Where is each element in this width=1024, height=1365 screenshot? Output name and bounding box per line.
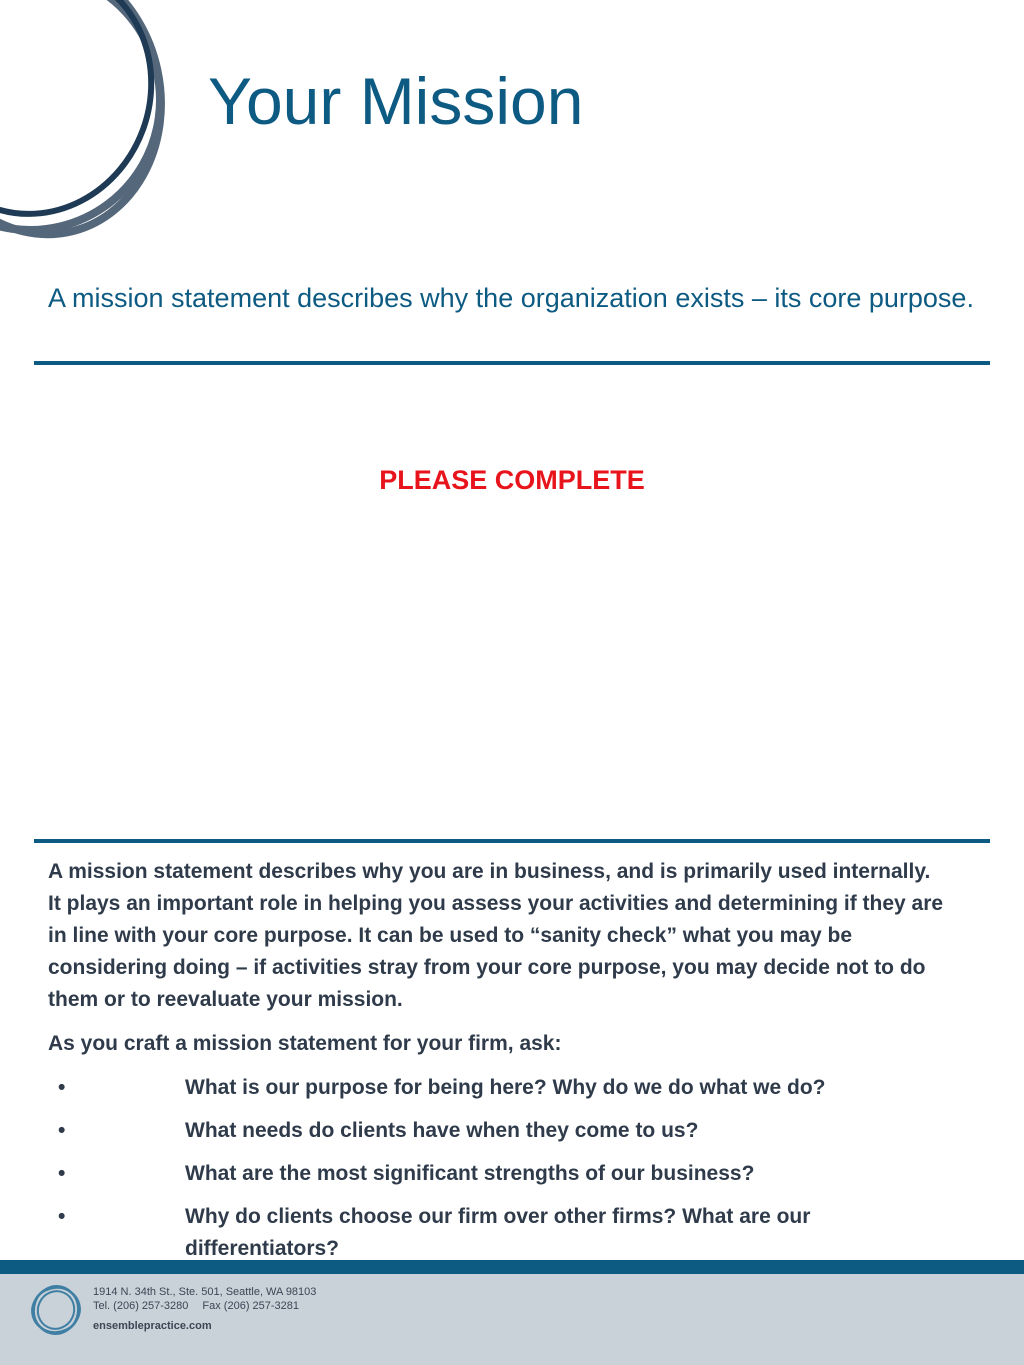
question-text: What are the most significant strengths of our business? <box>185 1162 755 1185</box>
bullet-icon: • <box>58 1076 66 1099</box>
rings-logo-icon <box>0 0 180 250</box>
mission-description: A mission statement describes why you are in business, and is primarily used internally. It plays an important role in helping you assess your activities and determining if they are in line with your core purpose. It can be used to “sanity check” what you may be considering doing – if activities stray from your core purpose, you may decide not to do them or to reevaluate your mission. <box>48 860 944 1011</box>
list-item <box>48 1158 948 1190</box>
please-complete-notice: PLEASE COMPLETE <box>379 465 645 495</box>
telephone: Tel. (206) 257-3280 <box>93 1300 189 1312</box>
website-link[interactable]: ensemblepractice.com <box>93 1320 212 1332</box>
question-prompt: As you craft a mission statement for your firm, ask: <box>48 1032 562 1055</box>
question-list <box>48 1072 948 1265</box>
page-title: Your Mission <box>208 64 584 138</box>
footer-address <box>93 1285 316 1313</box>
street-address: 1914 N. 34th St., Ste. 501, Seattle, WA 98103 <box>93 1286 317 1298</box>
rings-logo-icon <box>28 1282 84 1338</box>
list-item <box>48 1201 948 1265</box>
bullet-icon: • <box>58 1119 66 1142</box>
body-text <box>48 856 948 1276</box>
subtitle: A mission statement describes why the organization exists – its core purpose. <box>48 283 974 313</box>
bullet-icon: • <box>58 1205 66 1228</box>
question-text: Why do clients choose our firm over other firms? What are our differentiators? <box>185 1205 811 1260</box>
question-text: What is our purpose for being here? Why do we do what we do? <box>185 1076 826 1099</box>
bottom-divider <box>34 839 990 843</box>
question-text: What needs do clients have when they come to us? <box>185 1119 699 1142</box>
list-item <box>48 1072 948 1104</box>
list-item <box>48 1115 948 1147</box>
top-divider <box>34 361 990 365</box>
footer-band <box>0 1260 1024 1274</box>
fax: Fax (206) 257-3281 <box>202 1300 300 1312</box>
bullet-icon: • <box>58 1162 66 1185</box>
footer <box>0 1274 1024 1365</box>
phone-line <box>93 1299 316 1313</box>
